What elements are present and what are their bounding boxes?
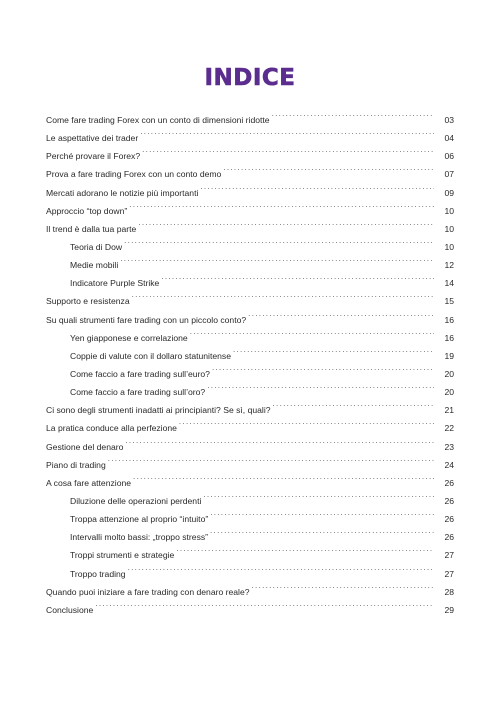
toc-entry-title: Quando puoi iniziare a fare trading con denaro reale?	[46, 586, 250, 597]
toc-entry-title: Conclusione	[46, 604, 94, 615]
toc-page-number: 16	[444, 332, 454, 343]
toc-entry-title: Mercati adorano le notizie più importanti	[46, 187, 199, 198]
toc-entry-title: Medie mobili	[70, 260, 119, 271]
toc-entry-title: Prova a fare trading Forex con un conto demo	[46, 169, 222, 180]
dot-leader	[233, 341, 434, 359]
dot-leader	[95, 595, 434, 613]
toc-entry-title: Su quali strumenti fare trading con un piccolo conto?	[46, 314, 247, 325]
dot-leader	[212, 359, 434, 377]
dot-leader	[179, 413, 434, 431]
toc-page-number: 23	[444, 441, 454, 452]
dot-leader	[190, 323, 434, 341]
toc-page-number: 28	[444, 586, 454, 597]
dot-leader	[252, 577, 434, 595]
dot-leader	[133, 468, 434, 486]
toc-page-number: 24	[444, 459, 454, 470]
toc-page-number: 09	[444, 187, 454, 198]
toc-page-number: 26	[444, 514, 454, 525]
toc-page-number: 10	[444, 205, 454, 216]
dot-leader	[125, 432, 434, 450]
toc-entry-title: Coppie di valute con il dollaro statunitense	[70, 350, 231, 361]
toc-page-number: 20	[444, 387, 454, 398]
toc-page-number: 27	[444, 550, 454, 561]
toc-page-number: 14	[444, 278, 454, 289]
toc-entry-title: Il trend è dalla tua parte	[46, 223, 137, 234]
toc-page-number: 26	[444, 477, 454, 488]
toc-entry-title: Come fare trading Forex con un conto di dimensioni ridotte	[46, 115, 270, 125]
dot-leader	[203, 486, 434, 504]
toc-page-number: 10	[444, 241, 454, 252]
toc-entry-title: Diluzione delle operazioni perdenti	[70, 495, 202, 506]
toc-entry-title: Troppo trading	[70, 568, 126, 579]
toc-entry-title: Le aspettative dei trader	[46, 133, 139, 144]
toc-page-number: 12	[444, 260, 454, 271]
dot-leader	[124, 232, 434, 250]
toc-page-number: 27	[444, 568, 454, 579]
dot-leader	[200, 178, 434, 196]
dot-leader	[248, 305, 434, 323]
toc-page-number: 26	[444, 495, 454, 506]
toc-entry-title: Troppi strumenti e strategie	[70, 550, 175, 561]
dot-leader	[272, 105, 434, 123]
toc-entry-title: Teoria di Dow	[70, 241, 123, 252]
table-of-contents	[46, 105, 454, 613]
toc-entry-title: Intervalli molto bassi: „troppo stress”	[70, 532, 209, 543]
dot-leader	[138, 214, 434, 232]
dot-leader	[210, 504, 434, 522]
dot-leader	[132, 286, 434, 304]
toc-page-number: 06	[444, 151, 454, 162]
toc-entry-title: Troppa attenzione al proprio “intuito”	[70, 514, 209, 525]
toc-entry-title: Yen giapponese e correlazione	[70, 332, 188, 343]
dot-leader	[207, 377, 434, 395]
dot-leader	[176, 540, 434, 558]
dot-leader	[223, 159, 434, 177]
dot-leader	[129, 196, 434, 214]
dot-leader	[128, 559, 434, 577]
dot-leader	[142, 141, 434, 159]
toc-entry-title: Piano di trading	[46, 459, 106, 470]
toc-entry-title: Come faccio a fare trading sull’euro?	[70, 368, 210, 379]
toc-page-number: 29	[444, 604, 454, 615]
toc-page-number: 22	[444, 423, 454, 434]
toc-page-number: 10	[444, 223, 454, 234]
dot-leader	[140, 123, 434, 141]
toc-page-number: 07	[444, 169, 454, 180]
toc-entry-title: Gestione del denaro	[46, 441, 124, 452]
toc-entry-title: Perché provare il Forex?	[46, 151, 141, 162]
toc-entry[interactable]	[46, 450, 454, 468]
toc-page-number: 20	[444, 368, 454, 379]
dot-leader	[161, 268, 434, 286]
toc-page-number: 04	[444, 133, 454, 144]
dot-leader	[120, 250, 434, 268]
toc-entry-title: Indicatore Purple Strike	[70, 278, 160, 289]
toc-page-number: 03	[444, 115, 454, 125]
toc-entry-title: Supporto e resistenza	[46, 296, 130, 307]
dot-leader	[210, 522, 434, 540]
toc-entry[interactable]	[46, 105, 454, 123]
toc-page-number: 19	[444, 350, 454, 361]
toc-entry-title: Come faccio a fare trading sull’oro?	[70, 387, 206, 398]
toc-entry-title: A cosa fare attenzione	[46, 477, 132, 488]
dot-leader	[273, 395, 434, 413]
toc-entry-title: La pratica conduce alla perfezione	[46, 423, 177, 434]
toc-page-number: 16	[444, 314, 454, 325]
page-title: INDICE	[204, 65, 296, 92]
toc-entry-title: Approccio “top down”	[46, 205, 128, 216]
toc-page-number: 15	[444, 296, 454, 307]
dot-leader	[108, 450, 434, 468]
toc-page-number: 21	[444, 405, 454, 416]
toc-entry[interactable]	[46, 595, 454, 613]
toc-page-number: 26	[444, 532, 454, 543]
toc-entry-title: Ci sono degli strumenti inadatti ai principianti? Se sì, quali?	[46, 405, 271, 416]
